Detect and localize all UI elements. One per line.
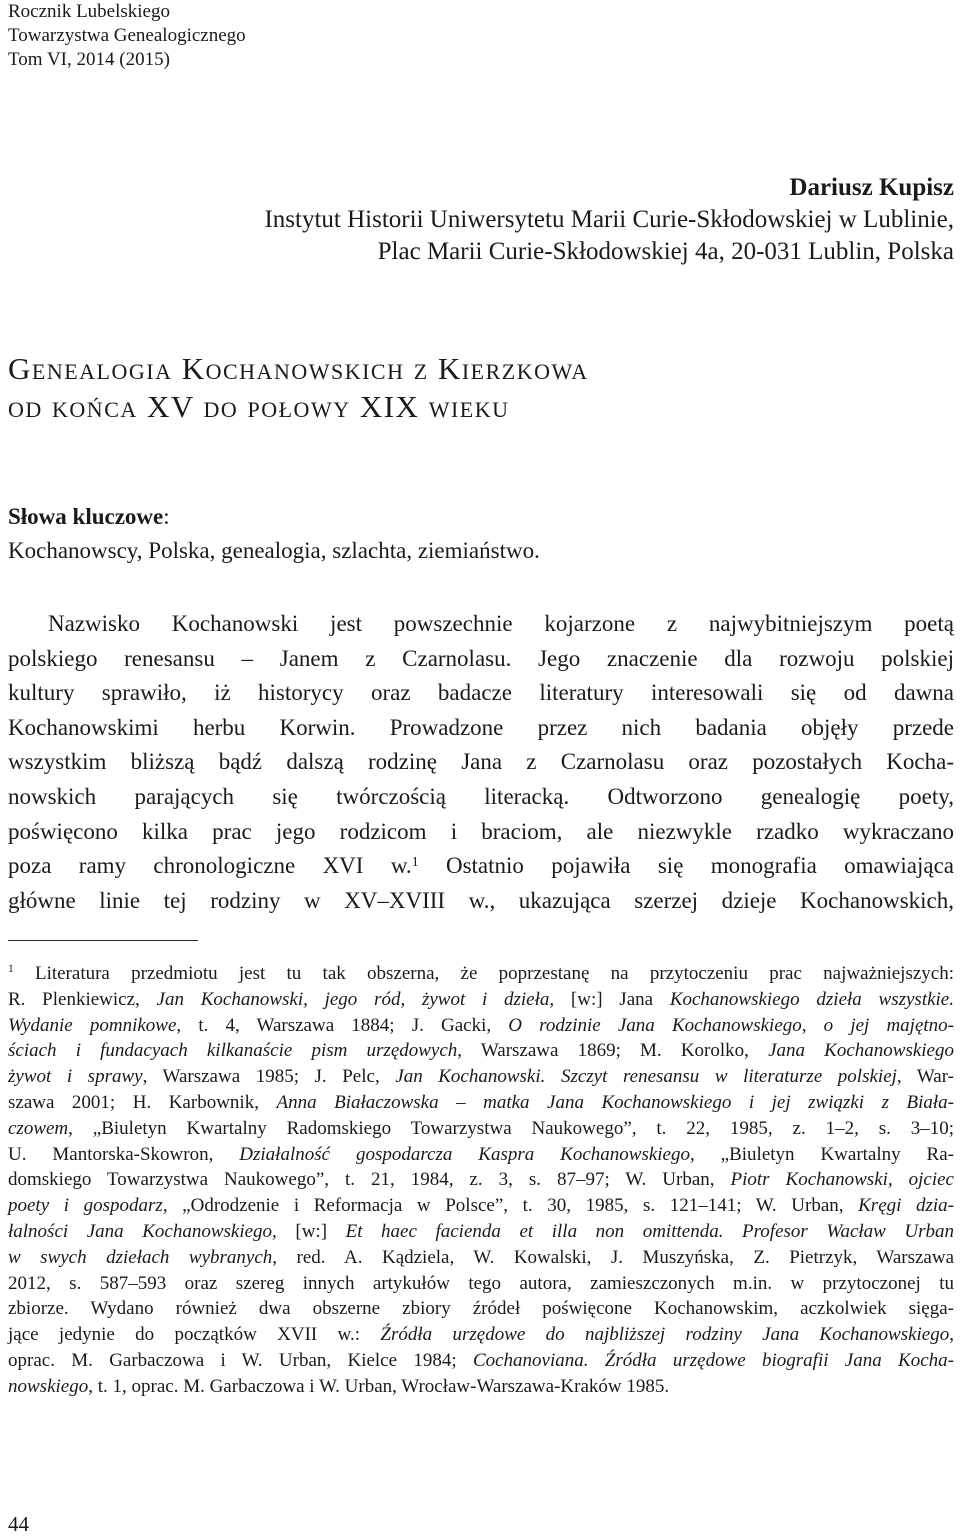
footnote-line: 2012, s. 587–593 oraz szereg innych artykułów tego autora, zamieszczonych m.in. w przytoczonej tu [8, 1272, 954, 1294]
footnote-text: szawa 2001; H. Karbownik, [8, 1091, 277, 1113]
body-line [8, 849, 954, 884]
footnote-line [8, 987, 954, 1013]
body-line: nowskich parających się twórczością literacką. Odtworzono genealogię poety, [8, 783, 954, 809]
journal-name-line-2: Towarzystwa Genealogicznego [8, 25, 246, 46]
journal-name-line-1: Rocznik Lubelskiego [8, 1, 170, 22]
footnote-text: , [w:] Jana [549, 988, 670, 1010]
footnote-text: , „Biuletyn Kwartalny Radomskiego Towarzystwa Naukowego”, t. 22, 1985, z. 1–2, s. 3–10; [68, 1117, 954, 1139]
footnote-line [8, 1064, 954, 1090]
footnote-title: Jana Kochanowskiego [768, 1040, 954, 1062]
footnote-text: , Warszawa 1985; J. Pelc, [142, 1066, 396, 1088]
keywords [8, 500, 540, 568]
body-line: polskiego renesansu – Janem z Czarnolasu. Jego znaczenie dla rozwoju polskiej [8, 645, 954, 671]
title-line-2: od końca XV do połowy XIX wieku [8, 389, 510, 424]
footnote-title: Kochanowskiego dzieła wszystkie. [669, 988, 954, 1010]
footnote-title: Anna Białaczowska – matka Jana Kochanowskiego i jej związki z Biała- [276, 1091, 955, 1113]
footnote-title: Cochanoviana. Źródła urzędowe biografii Jana Kocha- [472, 1349, 954, 1371]
footnote-title: Piotr Kochanowski, ojciec [730, 1169, 954, 1191]
footnote-number: 1 [8, 963, 14, 975]
footnote-text: , „Biuletyn Kwartalny Ra- [689, 1143, 954, 1165]
footnote-text: , t. 4, Warszawa 1884; J. Gacki, [176, 1014, 509, 1036]
footnote-line [8, 1348, 954, 1374]
title-line-1: Genealogia Kochanowskich z Kierzkowa [8, 351, 589, 386]
footnote-text: domskiego Towarzystwa Naukowego”, t. 21, 1984, z. 3, s. 87–97; W. Urban, [8, 1169, 731, 1191]
footnote-text: , t. 1, oprac. M. Garbaczowa i W. Urban, Wrocław-Warszawa-Kraków 1985. [88, 1375, 670, 1397]
journal-info [8, 0, 246, 72]
page-number: 44 [8, 1512, 29, 1536]
author-name: Dariusz Kupisz [789, 174, 954, 201]
footnote-title: ściach i fundacyach kilkanaście pism urzędowych [8, 1040, 458, 1062]
affiliation-line-1: Instytut Historii Uniwersytetu Marii Curie-Skłodowskiej w Lublinie, [264, 206, 954, 233]
affiliation-line-2: Plac Marii Curie-Skłodowskiej 4a, 20-031 Lublin, Polska [377, 238, 954, 265]
footnote-title: poety i gospodarz [8, 1195, 163, 1217]
footnote-text: jące jedynie do początków XVII w.: [8, 1324, 381, 1346]
footnote-line: zbiorze. Wydano również dwa obszerne zbiory źródeł poświęcone Kochanowskim, aczkolwiek sięga- [8, 1298, 954, 1320]
footnote-text: R. Plenkiewicz, [8, 988, 157, 1010]
footnote-line [8, 1142, 954, 1168]
footnote-line [8, 1193, 954, 1219]
footnote-title: nowskiego [8, 1375, 89, 1397]
footnote-text: oprac. M. Garbaczowa i W. Urban, Kielce 1984; [8, 1349, 473, 1371]
footnote-title: Jan Kochanowski, jego ród, żywot i dzieła [156, 988, 550, 1010]
footnote-title: Kręgi dzia- [858, 1195, 955, 1217]
footnote-reference[interactable]: 1 [411, 854, 419, 870]
body-text [8, 607, 954, 918]
keywords-colon: : [163, 504, 170, 529]
body-line: wszystkim bliższą bądź dalszą rodzinę Jana z Czarnolasu oraz pozostałych Kocha- [8, 749, 954, 775]
footnote-title: w swych dziełach wybranych [8, 1246, 273, 1268]
footnote-line [8, 1322, 954, 1348]
footnote-line [8, 1116, 954, 1142]
footnote-divider [8, 940, 198, 941]
footnote-text: , War- [896, 1066, 954, 1088]
footnote-text: Literatura przedmiotu jest tu tak obszerna, że poprzestanę na przytoczeniu prac najważniejszych: [13, 963, 954, 984]
footnote-title: Źródła urzędowe do najbliższej rodziny Jana Kochanowskiego [380, 1324, 950, 1346]
footnote-text: [w:] [276, 1220, 346, 1242]
body-line: kultury sprawiło, iż historycy oraz badacze literatury interesowali się od dawna [8, 680, 954, 706]
footnote-line [8, 961, 954, 987]
body-line: Nazwisko Kochanowski jest powszechnie kojarzone z najwybitniejszym poetą [48, 611, 954, 636]
footnote-line [8, 1167, 954, 1193]
footnote-title: żywot i sprawy [8, 1066, 143, 1088]
footnote-text: U. Mantorska-Skowron, [8, 1143, 240, 1165]
footnote-title: czowem [8, 1117, 69, 1139]
body-text-span: poza ramy chronologiczne XVI w. [8, 853, 412, 879]
footnote-title: Et haec facienda et illa non omittenda. Profesor Wacław Urban [345, 1220, 955, 1242]
body-line: poświęcono kilka prac jego rodzicom i braciom, ale niezwykle rzadko wykraczano [8, 818, 954, 844]
footnote-line [8, 1374, 954, 1400]
article-title [8, 350, 589, 426]
footnote-text: , red. A. Kądziela, W. Kowalski, J. Muszyńska, Z. Pietrzyk, Warszawa [272, 1246, 954, 1268]
keywords-text: Kochanowscy, Polska, genealogia, szlachta, ziemiaństwo. [8, 538, 540, 563]
footnote-line [8, 1013, 954, 1039]
footnote-line [8, 1245, 954, 1271]
footnote-title: łalności Jana Kochanowskiego, [8, 1220, 277, 1242]
footnote-text: , [949, 1324, 954, 1346]
body-line: Kochanowskimi herbu Korwin. Prowadzone przez nich badania objęły przede [8, 714, 954, 740]
footnotes [8, 961, 954, 1400]
footnote-line [8, 1038, 954, 1064]
footnote-line [8, 1219, 954, 1245]
body-line: główne linie tej rodziny w XV–XVIII w., ukazująca szerzej dzieje Kochanowskich, [8, 887, 954, 913]
footnote-text: , „Odrodzenie i Reformacja w Polsce”, t. 30, 1985, s. 121–141; W. Urban, [162, 1195, 859, 1217]
keywords-label: Słowa kluczowe [8, 504, 164, 529]
footnote-line [8, 1090, 954, 1116]
body-text-span: Ostatnio pojawiła się monografia omawiająca [418, 853, 954, 879]
footnote-title: O rodzinie Jana Kochanowskiego, o jej majętno- [508, 1014, 954, 1036]
journal-volume: Tom VI, 2014 (2015) [8, 49, 170, 70]
footnote-title: Wydanie pomnikowe [8, 1014, 177, 1036]
footnote-text: , Warszawa 1869; M. Korolko, [457, 1040, 769, 1062]
footnote-title: Jan Kochanowski. Szczyt renesansu w literaturze polskiej [395, 1066, 897, 1088]
footnote-title: Działalność gospodarcza Kaspra Kochanowskiego [239, 1143, 690, 1165]
author-block [264, 172, 954, 268]
